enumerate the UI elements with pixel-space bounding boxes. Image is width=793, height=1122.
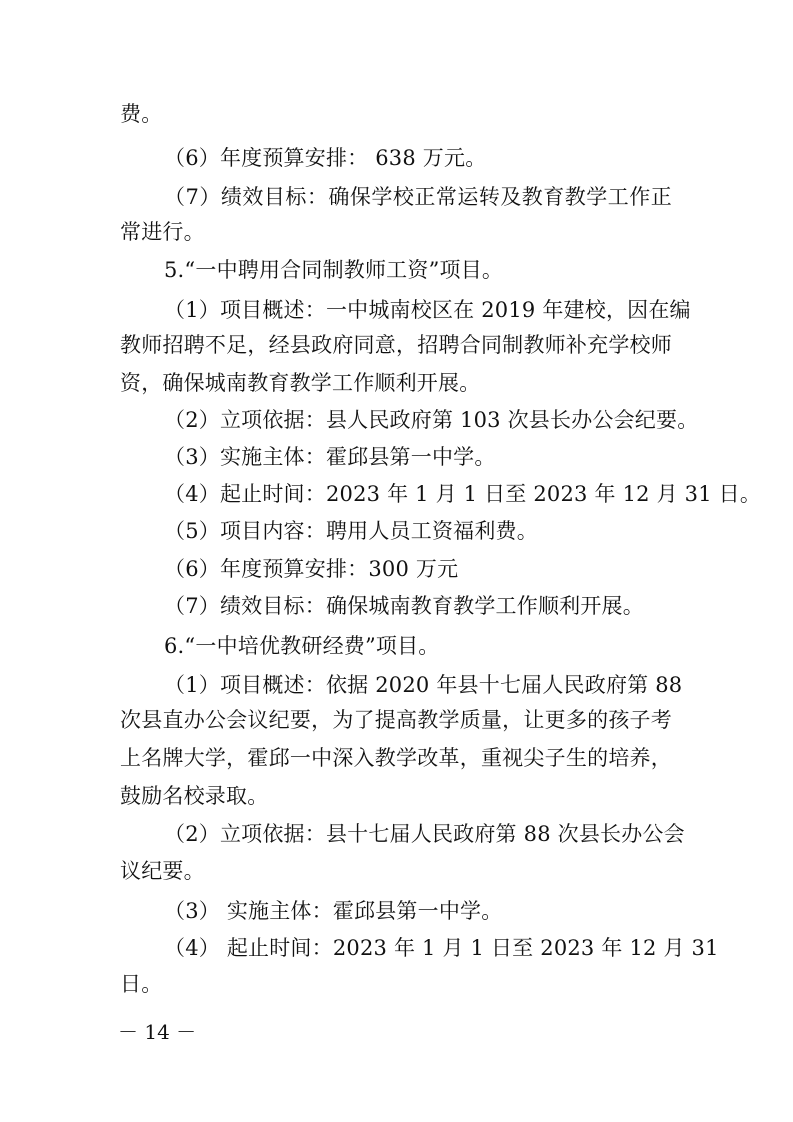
text-line-13: （6）年度预算安排：300 万元	[164, 557, 459, 581]
text-line-22: （3） 实施主体：霍邱县第一中学。	[164, 899, 503, 923]
text-line-23: （4） 起止时间：2023 年 1 月 1 日至 2023 年 12 月 31	[164, 936, 719, 960]
text-line-16: （1）项目概述：依据 2020 年县十七届人民政府第 88	[164, 673, 683, 697]
text-line-14: （7）绩效目标：确保城南教育教学工作顺利开展。	[164, 594, 644, 618]
text-line-10: （3）实施主体：霍邱县第一中学。	[164, 445, 496, 469]
text-line-9: （2）立项依据：县人民政府第 103 次县长办公会纪要。	[164, 408, 699, 432]
text-line-24: 日。	[120, 972, 163, 996]
text-line-3: （7）绩效目标：确保学校正常运转及教育教学工作正	[164, 185, 672, 209]
section-heading-5: 5.“一中聘用合同制教师工资”项目。	[164, 258, 504, 282]
page-number: － 14 －	[118, 1020, 197, 1044]
section-heading-6: 6.“一中培优教研经费”项目。	[164, 634, 440, 658]
text-line-12: （5）项目内容：聘用人员工资福利费。	[164, 519, 538, 543]
text-line-7: 教师招聘不足，经县政府同意，招聘合同制教师补充学校师	[120, 333, 672, 357]
text-line-6: （1）项目概述：一中城南校区在 2019 年建校，因在编	[164, 298, 691, 322]
text-line-2: （6）年度预算安排： 638 万元。	[164, 146, 487, 170]
text-line-17: 次县直办公会议纪要，为了提高教学质量，让更多的孩子考	[120, 708, 672, 732]
text-line-11: （4）起止时间：2023 年 1 月 1 日至 2023 年 12 月 31 日。	[164, 482, 762, 506]
text-line-18: 上名牌大学，霍邱一中深入教学改革，重视尖子生的培养，	[120, 746, 672, 770]
text-line-8: 资，确保城南教育教学工作顺利开展。	[120, 371, 481, 395]
text-line-20: （2）立项依据：县十七届人民政府第 88 次县长办公会	[164, 822, 685, 846]
text-line-19: 鼓励名校录取。	[120, 784, 269, 808]
text-line-4: 常进行。	[120, 220, 205, 244]
text-line-21: 议纪要。	[120, 859, 205, 883]
text-line-1: 费。	[120, 102, 163, 126]
